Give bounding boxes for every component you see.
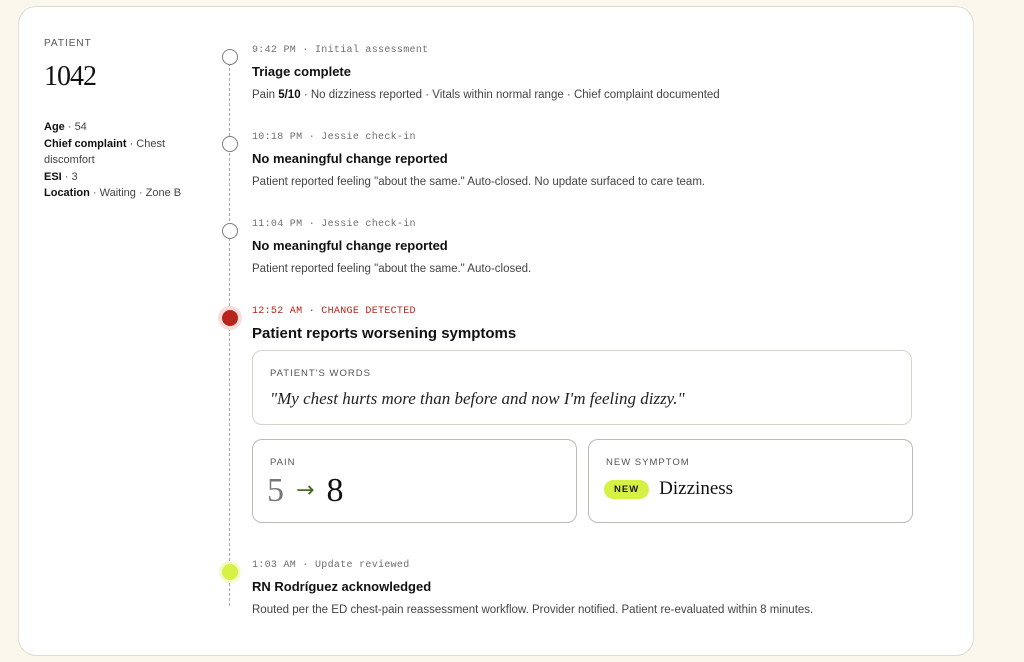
- pain-to: 8: [326, 472, 344, 509]
- patient-sidebar: [44, 38, 194, 202]
- quote-label: PATIENT'S WORDS: [270, 368, 371, 379]
- event-meta: 1:03 AM · Update reviewed: [252, 560, 410, 571]
- timeline-event-triage: [252, 45, 912, 101]
- complaint-row: [44, 136, 194, 169]
- location-row: [44, 185, 194, 202]
- symptom-name: Dizziness: [659, 478, 734, 499]
- separator: ·: [89, 187, 100, 199]
- pain-change-card: [252, 439, 577, 523]
- event-description: Patient reported feeling "about the same." Auto-closed.: [252, 263, 532, 275]
- event-description: [252, 89, 912, 101]
- esi-value: 3: [71, 170, 78, 183]
- symptom-row: [604, 478, 733, 500]
- age-label: Age: [44, 121, 65, 133]
- patient-quote-card: [252, 350, 912, 425]
- event-description: Routed per the ED chest-pain reassessment workflow. Provider notified. Patient re-evaluated within 8 minutes.: [252, 604, 814, 616]
- event-title: Patient reports worsening symptoms: [252, 325, 517, 342]
- quote-text: "My chest hurts more than before and now I'm feeling dizzy.": [270, 389, 685, 408]
- event-title: No meaningful change reported: [252, 151, 448, 166]
- patient-details: [44, 119, 194, 202]
- age-row: [44, 119, 194, 136]
- event-title: Triage complete: [252, 64, 351, 79]
- age-value: 54: [74, 121, 87, 133]
- arrow-right-icon: →: [296, 478, 315, 503]
- pain-label: PAIN: [270, 457, 296, 468]
- complaint-label: Chief complaint: [44, 137, 127, 150]
- timeline-dot-reviewed: [222, 564, 238, 580]
- location-value: Waiting · Zone B: [99, 187, 182, 199]
- desc-prefix: Pain: [252, 89, 279, 101]
- timeline-event-checkin-1: [252, 132, 912, 188]
- new-symptom-card: [588, 439, 913, 523]
- esi-label: ESI: [44, 170, 62, 183]
- new-badge: NEW: [604, 480, 649, 499]
- event-meta: 11:04 PM · Jessie check-in: [252, 219, 416, 230]
- event-meta: 9:42 PM · Initial assessment: [252, 45, 429, 56]
- event-meta-alert: 12:52 AM · CHANGE DETECTED: [252, 306, 416, 317]
- timeline-event-reviewed: [252, 560, 912, 616]
- timeline-dot-3: [222, 223, 238, 239]
- timeline-dot-2: [222, 136, 238, 152]
- timeline-dot-1: [222, 49, 238, 65]
- event-title: RN Rodríguez acknowledged: [252, 579, 432, 594]
- timeline-dot-alert: [222, 310, 238, 326]
- timeline-event-checkin-2: [252, 219, 912, 275]
- pain-score: 5/10: [278, 89, 301, 101]
- separator: ·: [64, 121, 75, 133]
- complaint-value: Chest discomfort: [44, 137, 166, 166]
- timeline-event-change-detected: [252, 306, 912, 342]
- patient-id: 1042: [44, 61, 96, 92]
- event-description: Patient reported feeling "about the same." Auto-closed. No update surfaced to care team.: [252, 176, 706, 188]
- separator: ·: [61, 170, 72, 183]
- pain-from: 5: [267, 472, 284, 509]
- separator: ·: [126, 137, 137, 150]
- event-meta: 10:18 PM · Jessie check-in: [252, 132, 416, 143]
- symptom-label: NEW SYMPTOM: [606, 457, 690, 468]
- pain-values: [267, 474, 343, 512]
- event-title: No meaningful change reported: [252, 238, 448, 253]
- desc-suffix: · No dizziness reported · Vitals within normal range · Chief complaint documented: [300, 89, 720, 101]
- location-label: Location: [44, 187, 90, 199]
- patient-label: PATIENT: [44, 38, 92, 49]
- esi-row: [44, 169, 194, 186]
